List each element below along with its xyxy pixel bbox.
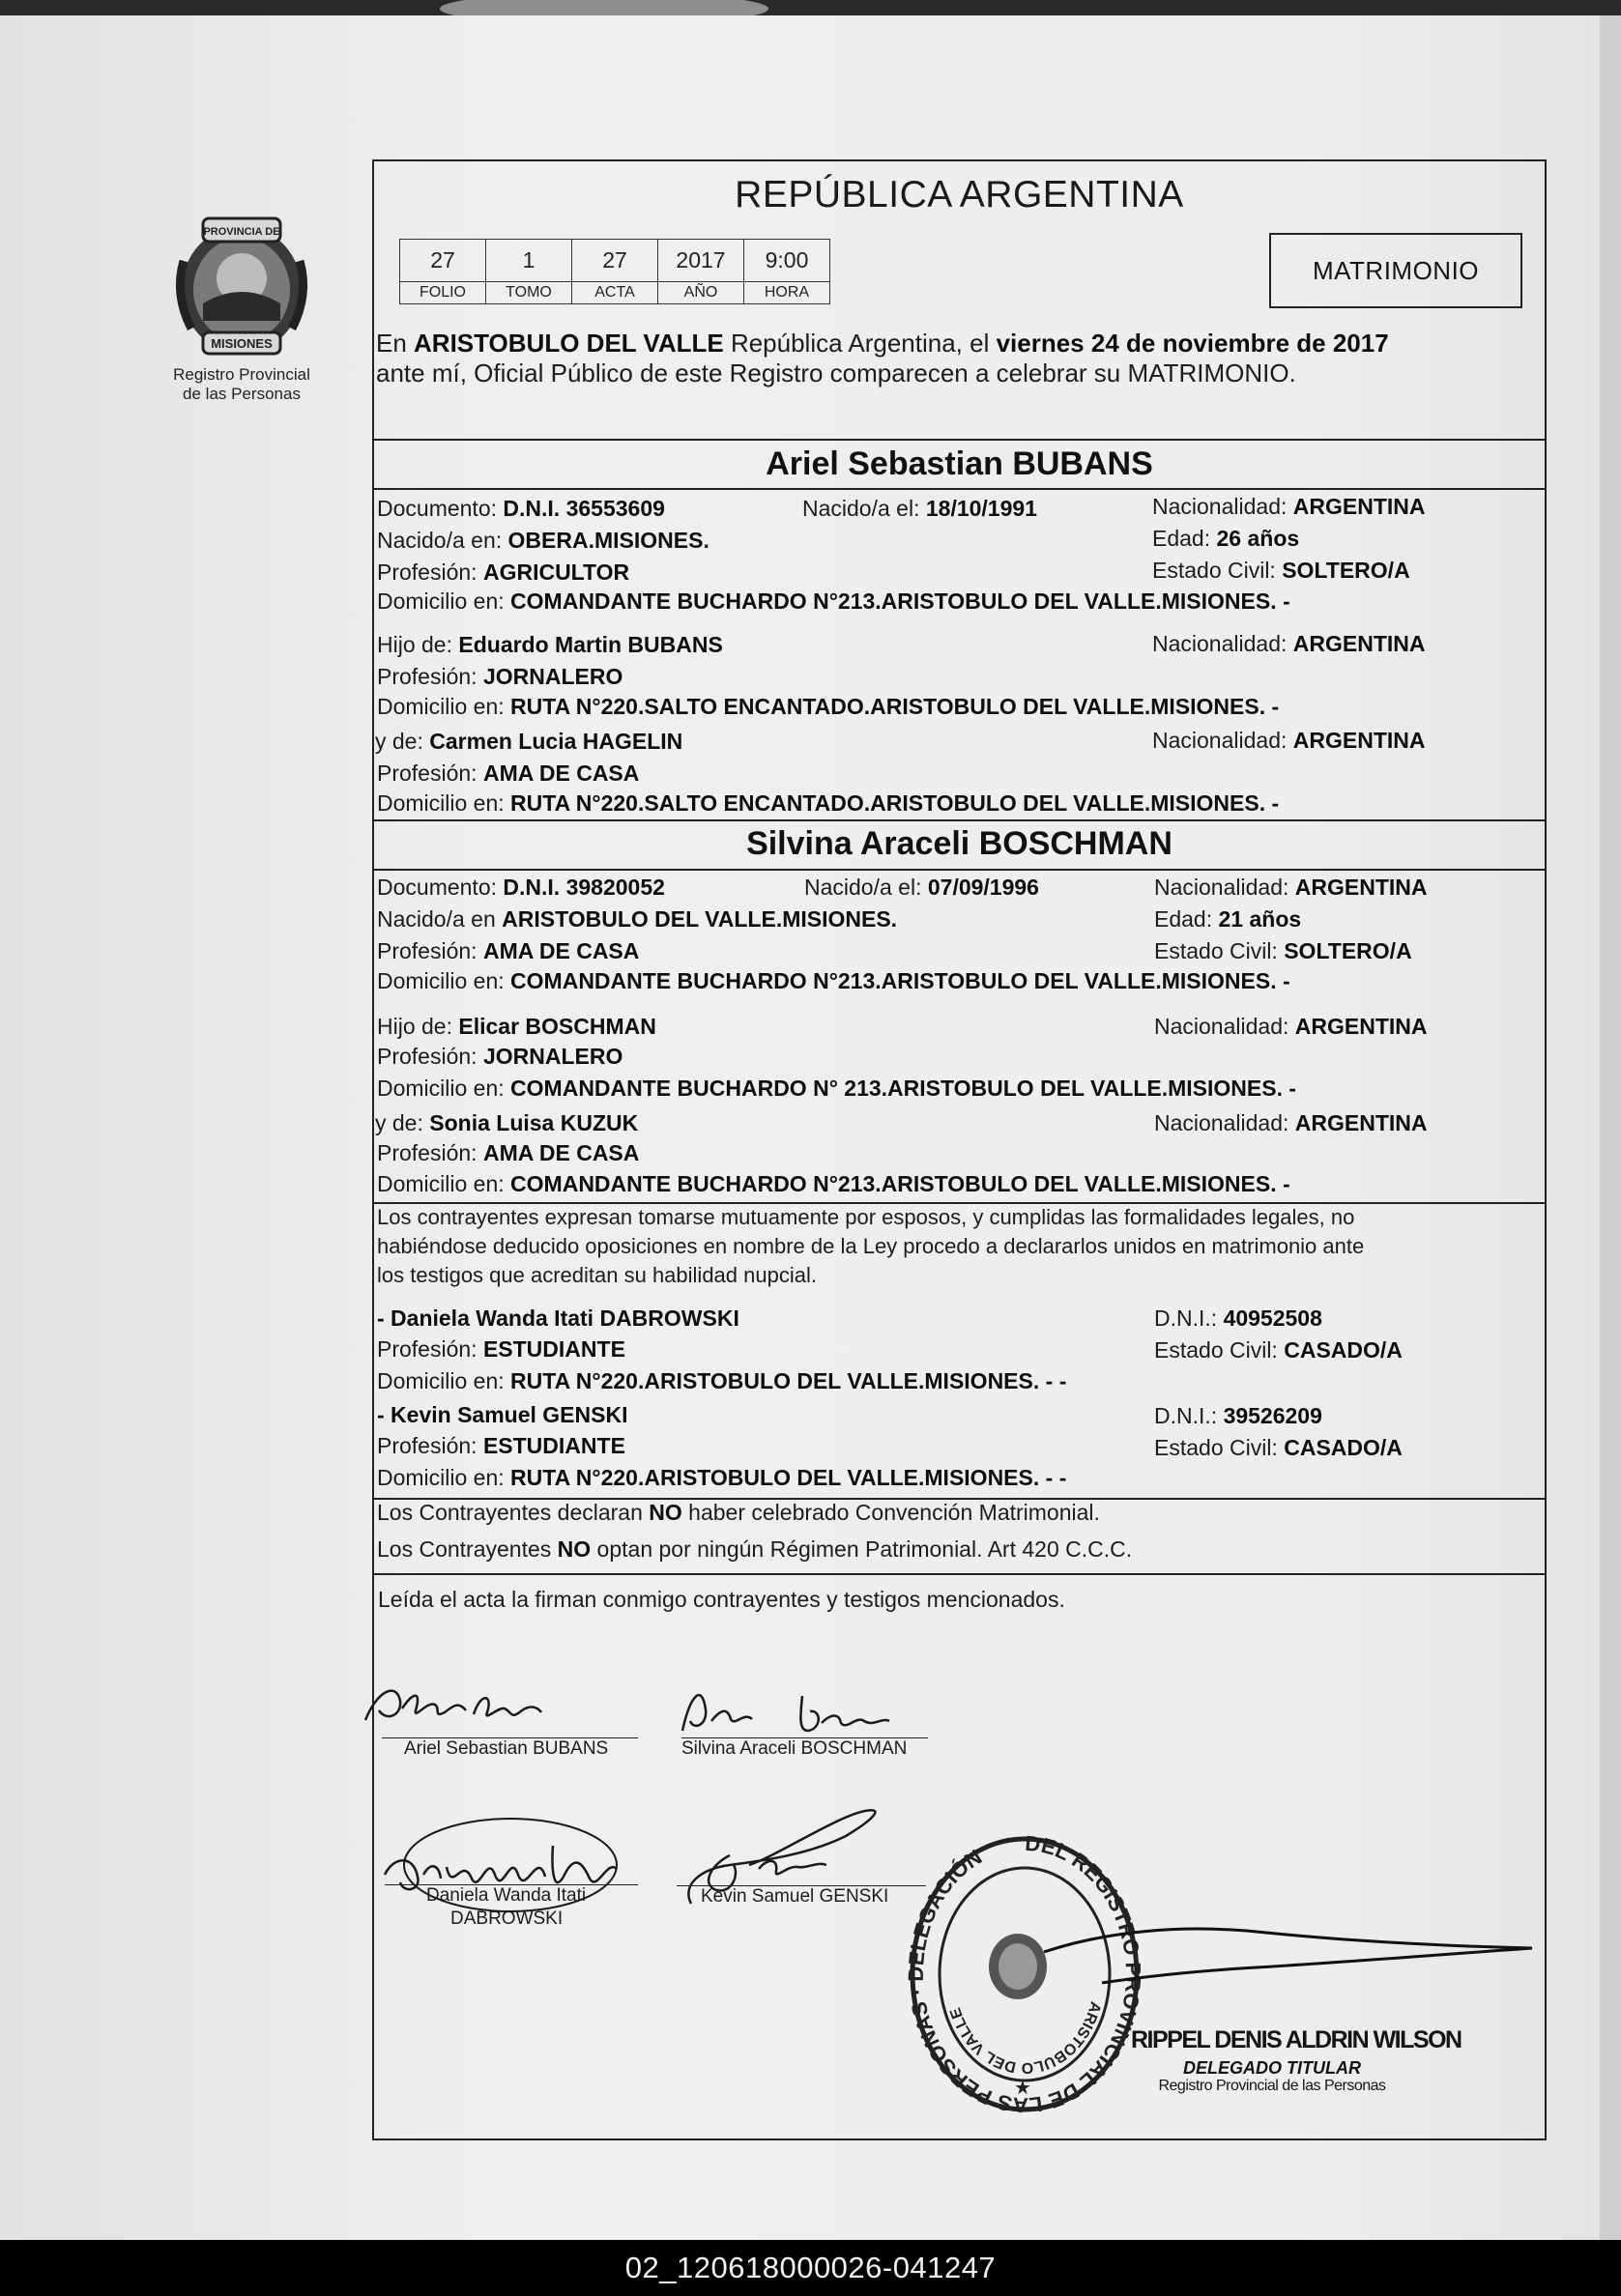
value: JORNALERO (482, 664, 623, 689)
tomo-label: TOMO (486, 282, 572, 304)
value: COMANDANTE BUCHARDO N°213.ARISTOBULO DEL VALLE.MISIONES. - (510, 968, 1290, 993)
label: Nacionalidad: (1152, 728, 1288, 753)
hora-label: HORA (744, 282, 830, 304)
spouse2-nacido-el (804, 875, 1039, 900)
signature-silvina (677, 1667, 909, 1744)
label: Nacido/a en: (377, 528, 503, 553)
ano-value: 2017 (658, 240, 744, 282)
label: Estado Civil: (1154, 938, 1278, 963)
value: ARGENTINA (1294, 1110, 1428, 1135)
document-title: REPÚBLICA ARGENTINA (735, 174, 1184, 215)
tomo-value: 1 (486, 240, 572, 282)
signature-caption-kevin: Kevin Samuel GENSKI (701, 1886, 889, 1907)
spouse1-nacido-el (802, 496, 1037, 521)
spouse1-padre (377, 632, 723, 657)
label: Nacido/a en (377, 906, 496, 932)
signature-caption-daniela: Daniela Wanda Itati (426, 1885, 587, 1906)
official-role: DELEGADO TITULAR (1183, 2058, 1361, 2078)
label: Profesión: (377, 560, 478, 585)
label: Domicilio en: (377, 790, 505, 816)
signature-caption-ariel: Ariel Sebastian BUBANS (404, 1738, 609, 1759)
intro-date: viernes 24 de noviembre de 2017 (996, 329, 1389, 358)
label: Nacionalidad: (1154, 875, 1289, 900)
label: Profesión: (377, 1433, 478, 1458)
record-type-box: MATRIMONIO (1269, 233, 1522, 308)
witness1-name (377, 1306, 739, 1331)
label: Estado Civil: (1154, 1337, 1278, 1363)
spouse1-padre-domicilio (377, 694, 1279, 719)
spouse2-documento (377, 875, 665, 900)
label: Edad: (1154, 906, 1213, 932)
label: Nacionalidad: (1152, 494, 1288, 519)
value: OBERA.MISIONES. (507, 528, 709, 553)
witness1-domicilio (377, 1368, 1066, 1393)
divider (372, 1202, 1547, 1204)
value: RUTA N°220.ARISTOBULO DEL VALLE.MISIONES. - - (510, 1465, 1067, 1490)
witness2-domicilio (377, 1465, 1066, 1490)
spouse2-madre-nacionalidad (1154, 1110, 1428, 1135)
intro-text: República Argentina, el (723, 329, 997, 358)
spouse1-domicilio (377, 588, 1290, 614)
spouse1-padre-profesion (377, 664, 622, 689)
value: RUTA N°220.SALTO ENCANTADO.ARISTOBULO DEL VALLE.MISIONES. - (510, 790, 1280, 816)
label: Domicilio en: (377, 588, 505, 614)
stamp-inner-text-path: ARISTOBULO DEL VALLE (947, 1999, 1104, 2077)
label: Domicilio en: (377, 694, 505, 719)
label: Estado Civil: (1152, 558, 1276, 583)
value: JORNALERO (482, 1044, 623, 1069)
spouse2-profesion (377, 938, 639, 963)
witness1-estado-civil (1154, 1337, 1403, 1363)
logo-text-top: PROVINCIA DE (203, 226, 280, 238)
declaration-line-3: los testigos que acreditan su habilidad nupcial. (377, 1263, 817, 1287)
spouse2-madre-profesion (377, 1140, 639, 1165)
value: 07/09/1996 (927, 875, 1039, 900)
spouse1-profesion (377, 560, 629, 585)
spouse1-madre-domicilio (377, 790, 1279, 816)
spouse1-nacido-en (377, 528, 709, 553)
label: Profesión: (377, 761, 478, 786)
label: Edad: (1152, 526, 1211, 551)
value: ARGENTINA (1294, 1014, 1428, 1039)
signature-caption-silvina: Silvina Araceli BOSCHMAN (681, 1738, 908, 1759)
value: - Daniela Wanda Itati DABROWSKI (377, 1306, 739, 1331)
official-name: RIPPEL DENIS ALDRIN WILSON (1131, 2026, 1462, 2053)
witness2-estado-civil (1154, 1435, 1403, 1460)
value: 26 años (1216, 526, 1300, 551)
divider (372, 1573, 1547, 1575)
spouse1-edad (1152, 526, 1299, 551)
closing-text: Leída el acta la firman conmigo contrayentes y testigos mencionados. (378, 1587, 1065, 1612)
spouse2-nacido-en (377, 906, 897, 932)
intro-text: En (376, 329, 415, 358)
spouse2-madre (375, 1110, 638, 1135)
spouse2-domicilio (377, 968, 1290, 993)
declaration-line-2: habiéndose deducido oposiciones en nombre de la Ley procedo a declararlos unidos en matrimonio ante (377, 1234, 1365, 1258)
label: Hijo de: (377, 1014, 452, 1039)
spouse1-madre (375, 729, 682, 754)
label: Hijo de: (377, 632, 452, 657)
ano-label: AÑO (658, 282, 744, 304)
label: Documento: (377, 875, 498, 900)
value: ESTUDIANTE (482, 1433, 625, 1458)
label: Profesión: (377, 1044, 478, 1069)
value: 18/10/1991 (925, 496, 1037, 521)
spouse2-estado-civil (1154, 938, 1412, 963)
stamp-ring-text-path: DEL REGISTRO PROVINCIAL DE LAS PERSONAS · DELEGACIÓN (904, 1831, 1145, 2118)
registry-label-line1: Registro Provincial (173, 365, 310, 384)
value: ARGENTINA (1292, 728, 1426, 753)
value: AGRICULTOR (482, 560, 630, 585)
witness2-dni (1154, 1403, 1322, 1428)
label: y de: (375, 729, 423, 754)
value: CASADO/A (1284, 1337, 1403, 1363)
spouse2-nacionalidad (1154, 875, 1428, 900)
logo-text-bottom: MISIONES (211, 336, 273, 351)
label: Nacido/a el: (804, 875, 922, 900)
spouse1-madre-nacionalidad (1152, 728, 1426, 753)
spouse2-name: Silvina Araceli BOSCHMAN (746, 825, 1172, 862)
hora-value: 9:00 (744, 240, 830, 282)
value: ARGENTINA (1292, 494, 1426, 519)
spouse2-padre-nacionalidad (1154, 1014, 1428, 1039)
spouse2-padre-domicilio (377, 1076, 1296, 1101)
value: COMANDANTE BUCHARDO N°213.ARISTOBULO DEL VALLE.MISIONES. - (510, 588, 1290, 614)
acta-label: ACTA (572, 282, 658, 304)
text: Los Contrayentes (377, 1536, 558, 1562)
value: ARGENTINA (1292, 631, 1426, 656)
witness2-name (377, 1402, 627, 1427)
value: CASADO/A (1284, 1435, 1403, 1460)
spouse2-padre (377, 1014, 656, 1039)
intro-line-1 (376, 329, 1389, 358)
label: Profesión: (377, 1140, 478, 1165)
label: Profesión: (377, 1336, 478, 1362)
witness1-dni (1154, 1306, 1322, 1331)
official-org: Registro Provincial de las Personas (1158, 2078, 1386, 2094)
value: Carmen Lucia HAGELIN (429, 729, 683, 754)
value: AMA DE CASA (482, 1140, 640, 1165)
registry-fields-table (399, 239, 830, 304)
label: Nacido/a el: (802, 496, 920, 521)
spouse1-estado-civil (1152, 558, 1410, 583)
value: AMA DE CASA (482, 938, 640, 963)
divider (372, 869, 1547, 871)
label: Nacionalidad: (1154, 1110, 1289, 1135)
label: Domicilio en: (377, 968, 505, 993)
text-bold: NO (557, 1536, 592, 1562)
convention-line-2 (377, 1536, 1132, 1562)
value: RUTA N°220.SALTO ENCANTADO.ARISTOBULO DEL VALLE.MISIONES. - (510, 694, 1280, 719)
label: Profesión: (377, 938, 478, 963)
label: Documento: (377, 496, 498, 521)
folio-value: 27 (400, 240, 486, 282)
value: COMANDANTE BUCHARDO N° 213.ARISTOBULO DEL VALLE.MISIONES. - (510, 1076, 1297, 1101)
acta-value: 27 (572, 240, 658, 282)
label: Estado Civil: (1154, 1435, 1278, 1460)
witness1-profesion (377, 1336, 625, 1362)
provincia-misiones-logo (164, 203, 319, 367)
label: Domicilio en: (377, 1171, 505, 1196)
text: haber celebrado Convención Matrimonial. (681, 1500, 1100, 1525)
label: Domicilio en: (377, 1076, 505, 1101)
value: Sonia Luisa KUZUK (429, 1110, 639, 1135)
value: RUTA N°220.ARISTOBULO DEL VALLE.MISIONES. - - (510, 1368, 1067, 1393)
value: 40952508 (1223, 1306, 1322, 1331)
value: ARGENTINA (1294, 875, 1428, 900)
divider (372, 439, 1547, 441)
value: 21 años (1218, 906, 1302, 932)
label: D.N.I.: (1154, 1306, 1218, 1331)
page-edge (1600, 15, 1621, 2240)
value: Eduardo Martin BUBANS (458, 632, 723, 657)
spouse1-nacionalidad (1152, 494, 1426, 519)
registry-label (145, 365, 338, 404)
value: SOLTERO/A (1284, 938, 1412, 963)
intro-line-2: ante mí, Oficial Público de este Registro comparecen a celebrar su MATRIMONIO. (376, 359, 1296, 387)
label: y de: (375, 1110, 423, 1135)
spouse1-madre-profesion (377, 761, 639, 786)
value: D.N.I. 36553609 (503, 496, 665, 521)
value: SOLTERO/A (1282, 558, 1410, 583)
value: 39526209 (1223, 1403, 1322, 1428)
svg-text:★: ★ (1014, 2076, 1031, 2099)
value: Elicar BOSCHMAN (458, 1014, 656, 1039)
spouse1-padre-nacionalidad (1152, 631, 1426, 656)
divider (372, 819, 1547, 821)
signature-ariel (358, 1662, 590, 1739)
intro-city: ARISTOBULO DEL VALLE (414, 329, 724, 358)
value: ARISTOBULO DEL VALLE.MISIONES. (502, 906, 898, 932)
value: ESTUDIANTE (482, 1336, 625, 1362)
value: COMANDANTE BUCHARDO N°213.ARISTOBULO DEL VALLE.MISIONES. - (510, 1171, 1290, 1196)
text: Los Contrayentes declaran (377, 1500, 650, 1525)
text-bold: NO (649, 1500, 682, 1525)
label: Profesión: (377, 664, 478, 689)
spouse2-madre-domicilio (377, 1171, 1290, 1196)
convention-line-1 (377, 1500, 1100, 1525)
label: Domicilio en: (377, 1368, 505, 1393)
value: D.N.I. 39820052 (503, 875, 665, 900)
value: - Kevin Samuel GENSKI (377, 1402, 628, 1427)
spouse2-edad (1154, 906, 1301, 932)
spouse1-documento (377, 496, 665, 521)
label: Nacionalidad: (1154, 1014, 1289, 1039)
spouse2-padre-profesion (377, 1044, 622, 1069)
official-signature (1044, 1904, 1547, 1991)
stamp-inner-text (947, 1999, 1104, 2076)
value: AMA DE CASA (482, 761, 640, 786)
text: optan por ningún Régimen Patrimonial. Art 420 C.C.C. (591, 1536, 1133, 1562)
spouse1-name: Ariel Sebastian BUBANS (766, 445, 1153, 482)
signature-caption-daniela-surname: DABROWSKI (450, 1909, 564, 1929)
witness2-profesion (377, 1433, 625, 1458)
divider (372, 488, 1547, 490)
footer-code: 02_120618000026-041247 (0, 2240, 1621, 2296)
label: Nacionalidad: (1152, 631, 1288, 656)
registry-label-line2: de las Personas (183, 385, 301, 403)
label: Domicilio en: (377, 1465, 505, 1490)
folio-label: FOLIO (400, 282, 486, 304)
declaration-line-1: Los contrayentes expresan tomarse mutuamente por esposos, y cumplidas las formalidades legales, no (377, 1205, 1355, 1229)
label: D.N.I.: (1154, 1403, 1218, 1428)
